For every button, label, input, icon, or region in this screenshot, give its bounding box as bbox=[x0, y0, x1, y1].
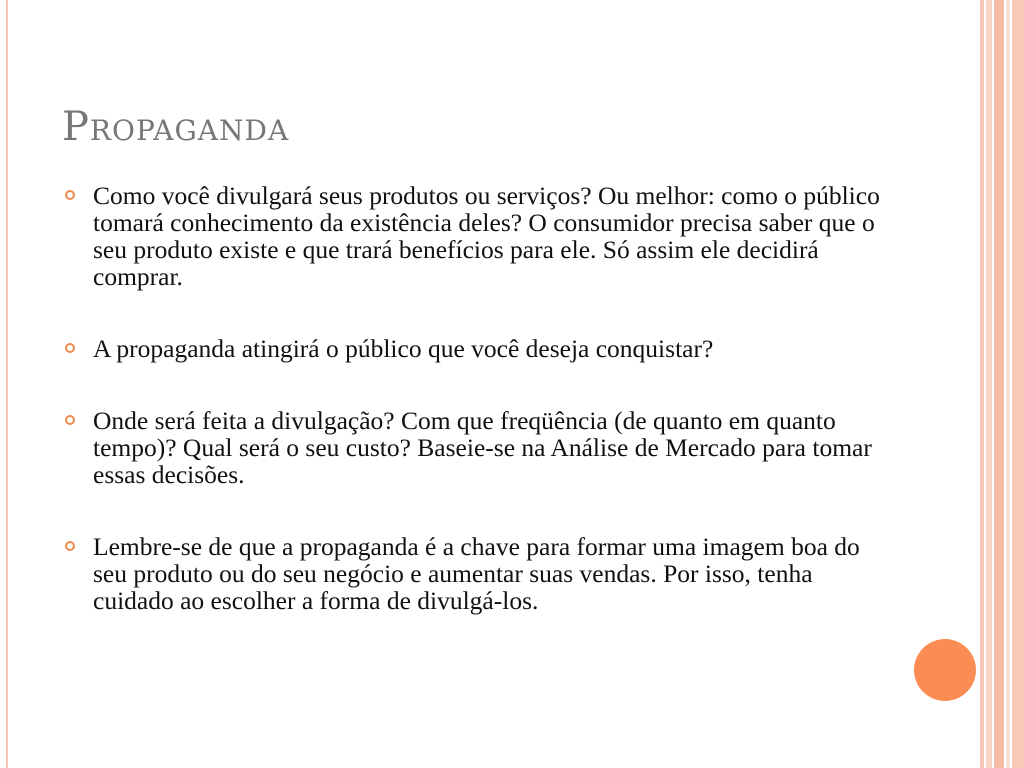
decorative-stripe bbox=[1006, 0, 1010, 768]
decorative-stripe bbox=[1012, 0, 1024, 768]
bullet-item bbox=[62, 407, 892, 488]
decorative-stripe bbox=[994, 0, 1004, 768]
bullet-list bbox=[62, 182, 892, 659]
bullet-text: Lembre-se de que a propaganda é a chave para formar uma imagem boa do seu produto ou do seu negócio e aumentar suas vendas. Por isso, tenha cuidado ao escolher a forma de divulgá-los. bbox=[93, 532, 860, 615]
bullet-ring-icon bbox=[65, 415, 75, 425]
bullet-text: Como você divulgará seus produtos ou serviços? Ou melhor: como o público tomará conhecimento da existência deles? O consumidor precisa saber que o seu produto existe e que trará benefícios para ele. Só assim ele decidirá comprar. bbox=[93, 181, 880, 291]
bullet-item bbox=[62, 335, 892, 362]
slide-title: Propaganda bbox=[62, 104, 290, 150]
left-border-rule bbox=[6, 0, 8, 768]
bullet-text: A propaganda atingirá o público que você deseja conquistar? bbox=[93, 334, 714, 363]
bullet-ring-icon bbox=[65, 343, 75, 353]
bullet-text: Onde será feita a divulgação? Com que freqüência (de quanto em quanto tempo)? Qual será o seu custo? Baseie-se na Análise de Mercado para tomar essas decisões. bbox=[93, 406, 872, 489]
bullet-ring-icon bbox=[65, 541, 75, 551]
bullet-ring-icon bbox=[65, 190, 75, 200]
bullet-item bbox=[62, 533, 892, 614]
decorative-stripe bbox=[980, 0, 984, 768]
bullet-item bbox=[62, 182, 892, 290]
decorative-stripe bbox=[986, 0, 992, 768]
decorative-circle bbox=[914, 639, 976, 701]
